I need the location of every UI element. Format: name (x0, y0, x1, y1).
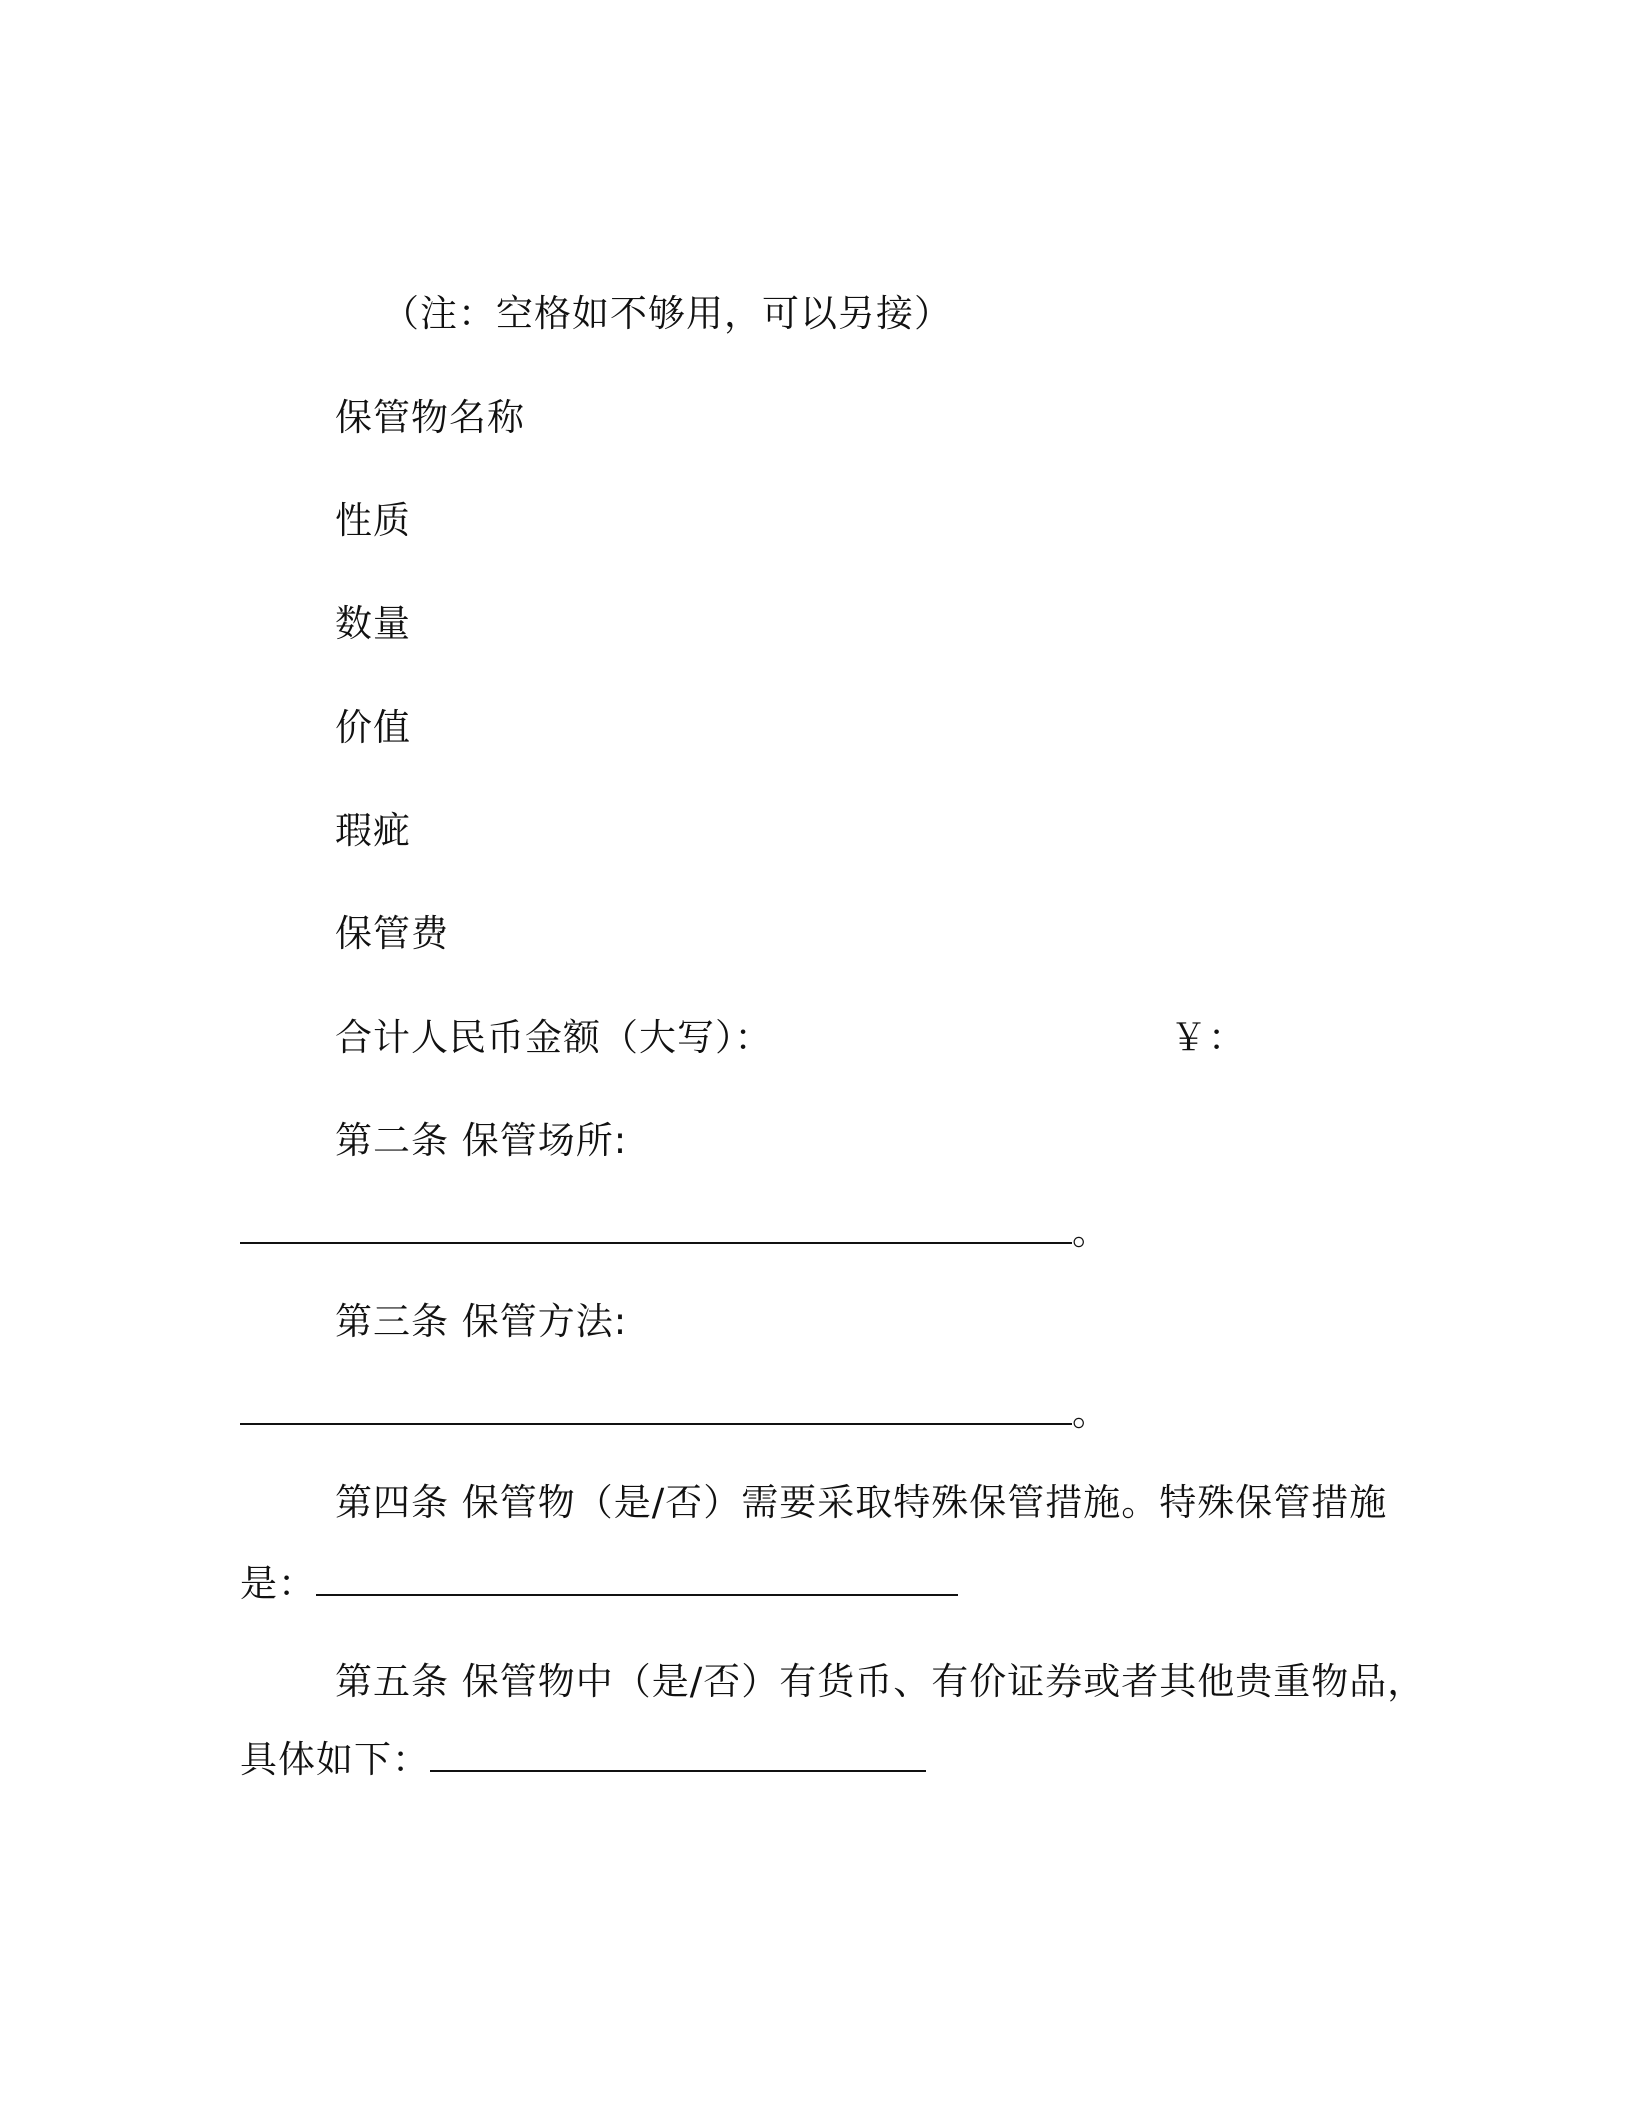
field-quantity: 数量 (335, 602, 411, 645)
field-storage-fee: 保管费 (335, 912, 449, 955)
article-5-line-2-label: 具体如下： (240, 1738, 430, 1781)
total-amount-label: 合计人民币金额（大写）： (335, 1016, 773, 1059)
field-nature: 性质 (335, 499, 411, 542)
article-2-period: 。 (1072, 1210, 1110, 1253)
article-4-line-1: 第四条 保管物（是/否）需要采取特殊保管措施。特殊保管措施 (335, 1481, 1388, 1524)
article-3-label: 第三条 保管方法: (335, 1300, 628, 1343)
article-2-label: 第二条 保管场所: (335, 1119, 628, 1162)
article-5-line-2 (240, 1738, 926, 1782)
article-3-fill-blank[interactable] (240, 1393, 1072, 1425)
yen-amount-label: ￥： (1170, 1016, 1246, 1059)
field-defects: 瑕疵 (335, 809, 411, 852)
field-item-name: 保管物名称 (335, 396, 525, 439)
article-2-blank-line (240, 1210, 1110, 1254)
article-4-line-2 (240, 1562, 958, 1606)
article-2-fill-blank[interactable] (240, 1212, 1072, 1244)
article-5-fill-blank[interactable] (430, 1740, 926, 1772)
article-5-line-1: 第五条 保管物中（是/否）有货币、有价证券或者其他贵重物品， (335, 1660, 1426, 1703)
article-4-fill-blank[interactable] (316, 1564, 958, 1596)
field-value: 价值 (335, 706, 411, 749)
article-3-blank-line (240, 1391, 1110, 1435)
article-4-line-2-label: 是： (240, 1562, 316, 1605)
note-text: （注：空格如不够用，可以另接） (382, 292, 952, 335)
article-3-period: 。 (1072, 1391, 1110, 1434)
